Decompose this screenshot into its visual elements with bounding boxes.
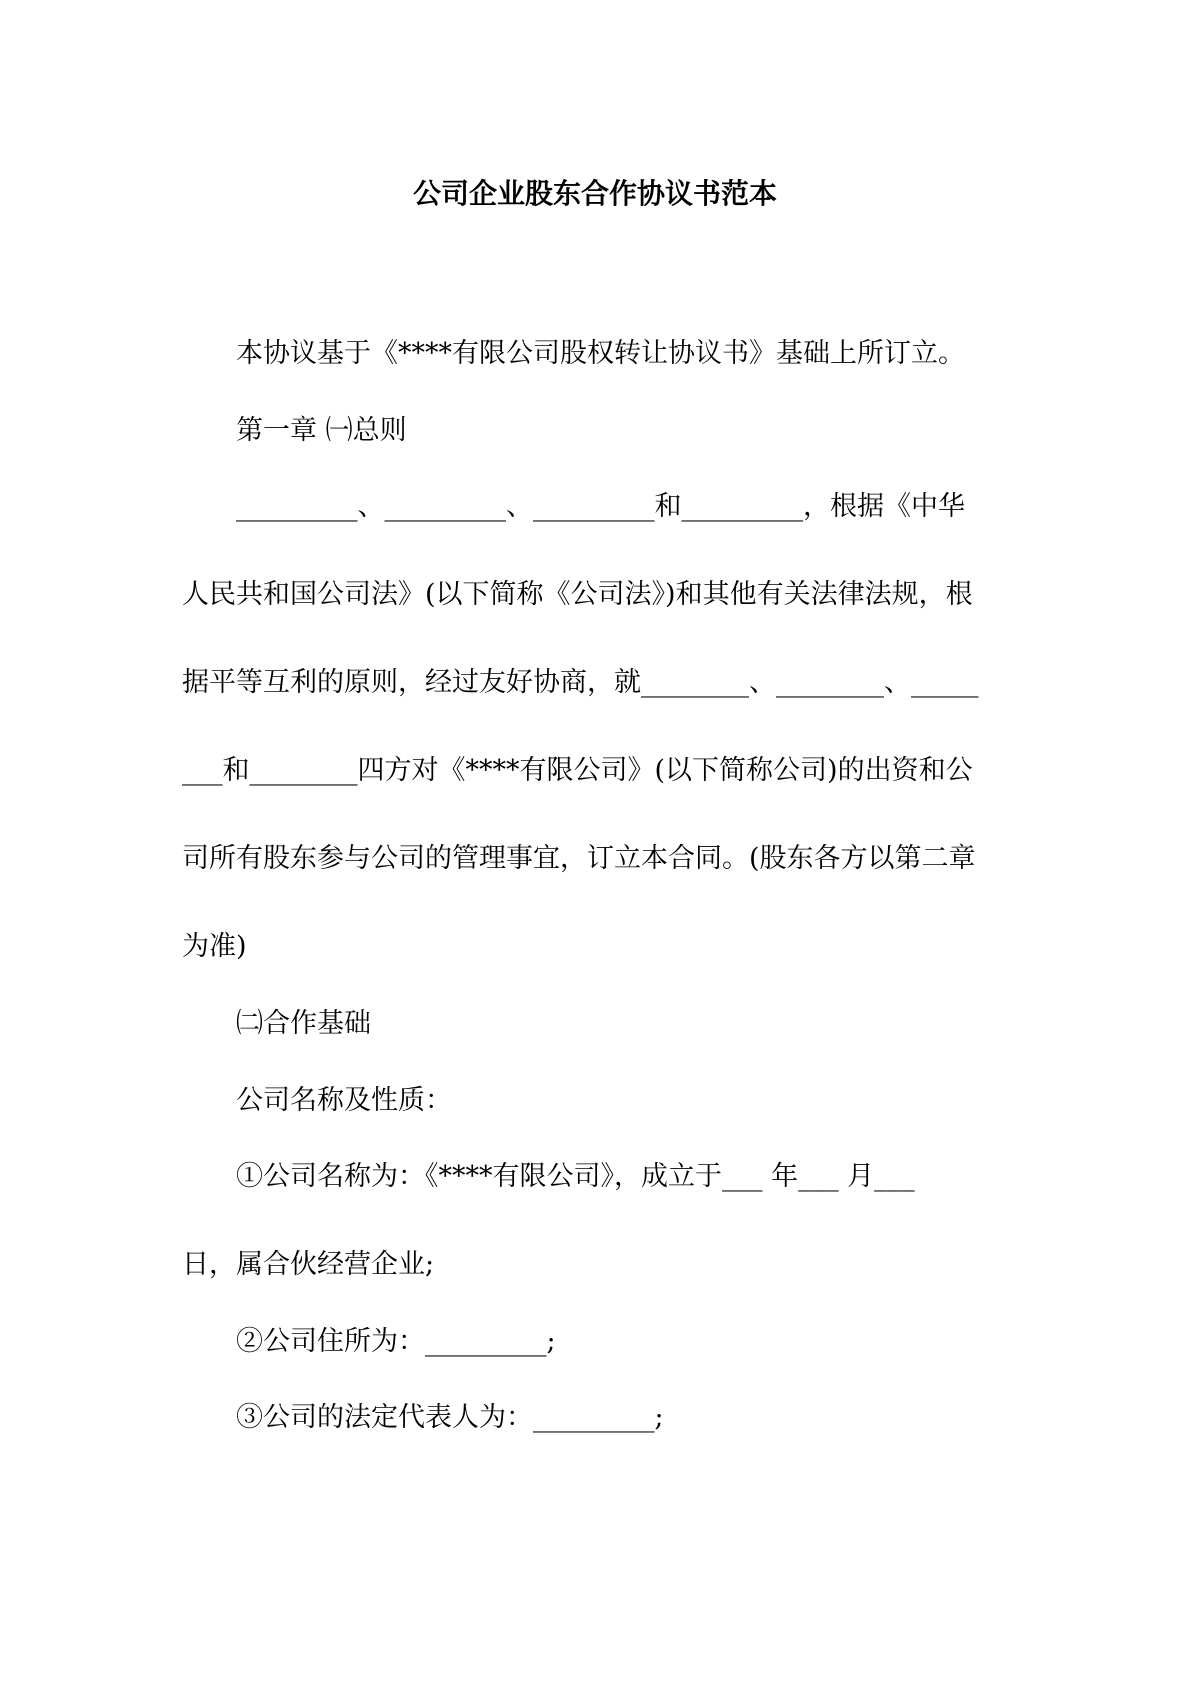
clause-company-name-cont: 日，属合伙经营企业;	[182, 1249, 435, 1280]
paragraph-parties-line-2: 人民共和国公司法》(以下简称《公司法》)和其他有关法律法规，根	[182, 579, 973, 610]
section-heading-cooperation-basis: ㈡合作基础	[236, 1008, 371, 1039]
company-name-nature-label: 公司名称及性质：	[236, 1085, 452, 1116]
clause-company-name: ①公司名称为：《****有限公司》，成立于___ 年___ 月___	[236, 1161, 915, 1192]
paragraph-intro: 本协议基于《****有限公司股权转让协议书》基础上所订立。	[236, 338, 965, 369]
paragraph-parties-line-6: 为准)	[182, 931, 247, 962]
paragraph-parties-line-1: _________、_________、_________和_________，根据《中华	[236, 491, 965, 522]
paragraph-parties-line-4: ___和________四方对《****有限公司》(以下简称公司)的出资和公	[182, 755, 973, 786]
paragraph-parties-line-5: 司所有股东参与公司的管理事宜，订立本合同。(股东各方以第二章	[182, 843, 976, 874]
clause-company-address: ②公司住所为：_________;	[236, 1326, 556, 1357]
chapter-heading: 第一章 ㈠总则	[236, 415, 407, 446]
paragraph-parties-line-3: 据平等互利的原则，经过友好协商，就________、________、_____	[182, 667, 979, 698]
clause-legal-representative: ③公司的法定代表人为：_________;	[236, 1402, 664, 1433]
document-title: 公司企业股东合作协议书范本	[412, 177, 777, 210]
